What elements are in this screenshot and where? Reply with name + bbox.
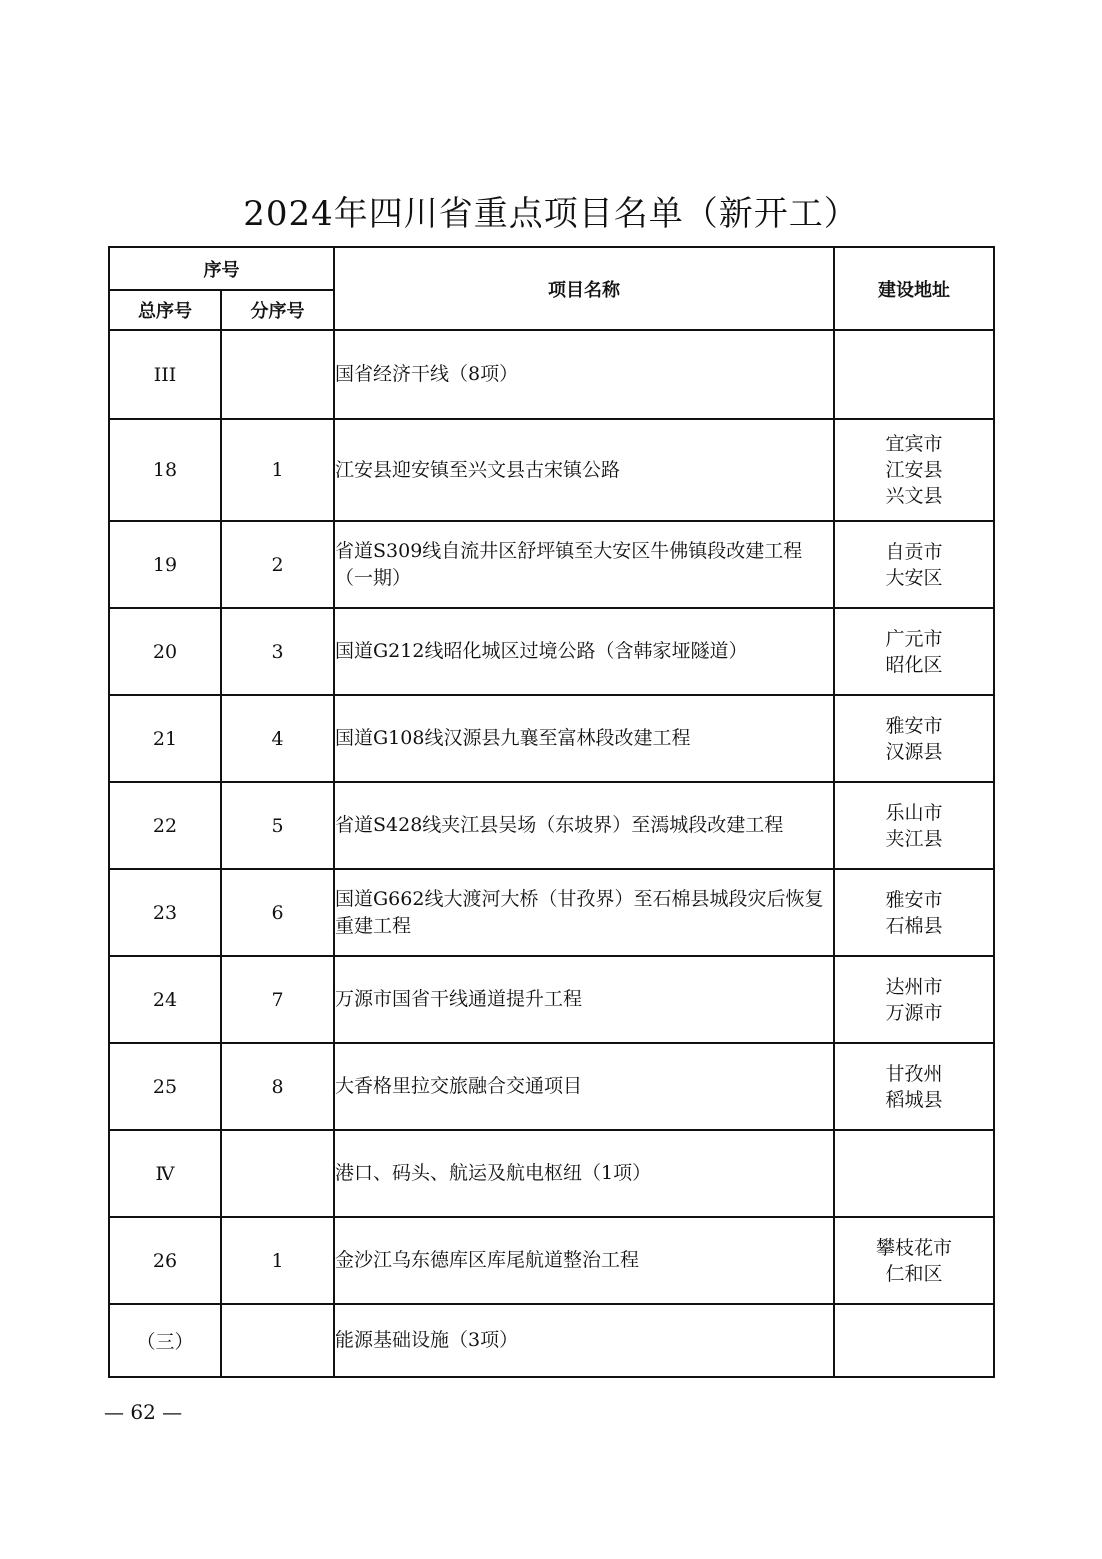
location-line: 雅安市 <box>885 714 943 737</box>
location-cell <box>834 1217 994 1304</box>
project-name-cell: 金沙江乌东德库区库尾航道整治工程 <box>334 1217 834 1304</box>
location-line: 汉源县 <box>885 740 943 763</box>
table-row <box>109 1130 994 1217</box>
location-line: 自贡市 <box>885 540 943 563</box>
total-seq-cell: 26 <box>109 1217 221 1304</box>
total-seq-cell: III <box>109 330 221 419</box>
table-row <box>109 521 994 608</box>
project-name-cell: 万源市国省干线通道提升工程 <box>334 956 834 1043</box>
sub-seq-cell: 1 <box>221 419 334 521</box>
total-seq-cell: 24 <box>109 956 221 1043</box>
location-line: 广元市 <box>885 627 943 650</box>
location-line: 万源市 <box>885 1001 943 1024</box>
project-name-cell: 国道G662线大渡河大桥（甘孜界）至石棉县城段灾后恢复重建工程 <box>334 869 834 956</box>
total-seq-cell: 25 <box>109 1043 221 1130</box>
location-line: 大安区 <box>885 566 943 589</box>
location-cell <box>834 1130 994 1217</box>
location-cell <box>834 956 994 1043</box>
sub-seq-cell <box>221 1130 334 1217</box>
table-row <box>109 330 994 419</box>
table-row <box>109 956 994 1043</box>
header-seq-group: 序号 <box>109 247 334 290</box>
project-table <box>108 246 995 1378</box>
project-name-cell: 省道S428线夹江县吴场（东坡界）至漹城段改建工程 <box>334 782 834 869</box>
sub-seq-cell: 4 <box>221 695 334 782</box>
table-row <box>109 419 994 521</box>
location-cell <box>834 330 994 419</box>
location-line: 兴文县 <box>885 485 943 507</box>
location-line: 甘孜州 <box>885 1062 943 1085</box>
page-title: 2024年四川省重点项目名单（新开工） <box>243 194 859 234</box>
location-line: 仁和区 <box>885 1262 943 1285</box>
location-cell <box>834 419 994 521</box>
total-seq-cell: （三） <box>109 1304 221 1377</box>
header-project-name: 项目名称 <box>334 247 834 330</box>
location-line: 江安县 <box>885 459 943 481</box>
project-name-cell: 港口、码头、航运及航电枢纽（1项） <box>334 1130 834 1217</box>
location-line: 夹江县 <box>885 827 943 850</box>
total-seq-cell: 21 <box>109 695 221 782</box>
location-cell <box>834 521 994 608</box>
sub-seq-cell: 1 <box>221 1217 334 1304</box>
sub-seq-cell <box>221 330 334 419</box>
sub-seq-cell: 6 <box>221 869 334 956</box>
table-row <box>109 608 994 695</box>
table-row <box>109 1217 994 1304</box>
sub-seq-cell: 7 <box>221 956 334 1043</box>
location-cell <box>834 869 994 956</box>
table-row <box>109 695 994 782</box>
table-row <box>109 782 994 869</box>
total-seq-cell: 22 <box>109 782 221 869</box>
location-line: 达州市 <box>885 975 943 998</box>
location-line: 石棉县 <box>885 914 943 937</box>
location-line: 宜宾市 <box>885 433 943 455</box>
table-row <box>109 1304 994 1377</box>
sub-seq-cell: 5 <box>221 782 334 869</box>
total-seq-cell: 20 <box>109 608 221 695</box>
sub-seq-cell <box>221 1304 334 1377</box>
location-line: 雅安市 <box>885 888 943 911</box>
table-row <box>109 1043 994 1130</box>
sub-seq-cell: 3 <box>221 608 334 695</box>
page-number: — 62 — <box>104 1400 183 1424</box>
location-cell <box>834 1304 994 1377</box>
total-seq-cell: 23 <box>109 869 221 956</box>
project-name-cell: 大香格里拉交旅融合交通项目 <box>334 1043 834 1130</box>
header-location: 建设地址 <box>834 247 994 330</box>
header-total-seq: 总序号 <box>109 290 221 330</box>
project-name-cell: 国省经济干线（8项） <box>334 330 834 419</box>
project-name-cell: 国道G108线汉源县九襄至富林段改建工程 <box>334 695 834 782</box>
sub-seq-cell: 8 <box>221 1043 334 1130</box>
table-body <box>109 330 994 1377</box>
total-seq-cell: Ⅳ <box>109 1130 221 1217</box>
location-cell <box>834 1043 994 1130</box>
location-cell <box>834 695 994 782</box>
location-line: 乐山市 <box>885 801 943 824</box>
sub-seq-cell: 2 <box>221 521 334 608</box>
project-name-cell: 国道G212线昭化城区过境公路（含韩家垭隧道） <box>334 608 834 695</box>
location-line: 稻城县 <box>885 1088 943 1111</box>
project-name-cell: 江安县迎安镇至兴文县古宋镇公路 <box>334 419 834 521</box>
project-name-cell: 能源基础设施（3项） <box>334 1304 834 1377</box>
location-line: 攀枝花市 <box>875 1236 952 1259</box>
location-cell <box>834 782 994 869</box>
total-seq-cell: 18 <box>109 419 221 521</box>
table-row <box>109 869 994 956</box>
location-line: 昭化区 <box>885 653 943 676</box>
project-name-cell: 省道S309线自流井区舒坪镇至大安区牛佛镇段改建工程（一期） <box>334 521 834 608</box>
location-cell <box>834 608 994 695</box>
total-seq-cell: 19 <box>109 521 221 608</box>
header-sub-seq: 分序号 <box>221 290 334 330</box>
